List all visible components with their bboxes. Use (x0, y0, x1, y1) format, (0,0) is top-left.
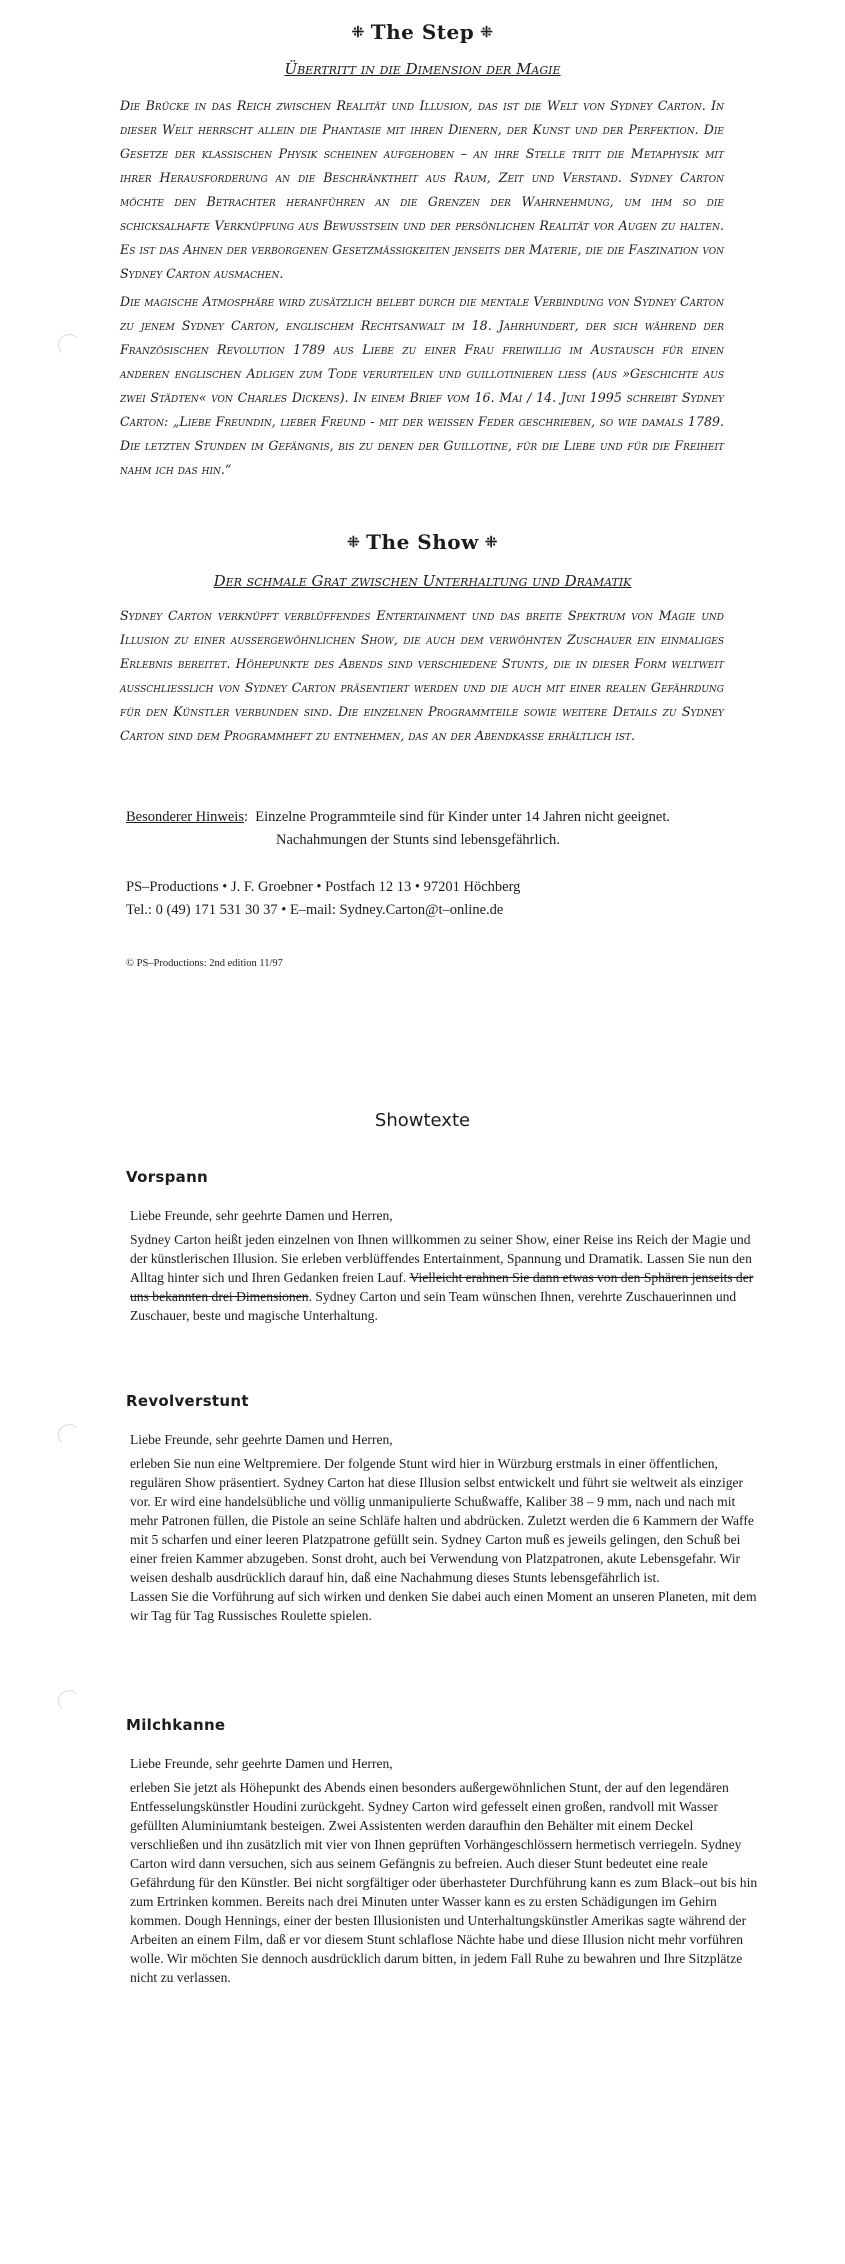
show-title (0, 530, 845, 554)
step-paragraph: Die magische Atmosphäre wird zusätzlich belebt durch die mentale Verbindung von Sydney Carton zu jenem Sydney Carton, englischem Rechtsanwalt im 18. Jahrhundert, der sich während der Französischen Revolution 1789 aus Liebe zu einer Frau freiwillig im Austausch für einen anderen englischen Adligen zum Tode verurteilen und guillotinieren ließ (aus »Geschichte aus zwei Städten« von Charles Dickens). In einem Brief vom 16. Mai / 14. Juni 1995 schreibt Sydney Carton: „Liebe Freundin, lieber Freund - mit der weißen Feder geschrieben, so wie damals 1789. Die letzten Stunden im Gefängnis, bis zu denen der Guillotine, für die Liebe und für die Freiheit nahm ich das hin.“ (120, 294, 724, 477)
greeting: Liebe Freunde, sehr geehrte Damen und Herren, (130, 1432, 393, 1447)
show-title-text: The Show (366, 530, 479, 554)
step-subtitle: Übertritt in die Dimension der Magie (284, 60, 561, 78)
section-paragraph: Sydney Carton heißt jeden einzelnen von Ihnen willkommen zu seiner Show, einer Reise ins Reich der Magie und der künstlerischen Illusion. Sie erleben verblüffendes Entertainment, Spannung und Dramatik. Lassen Sie nun den Alltag hinter sich und Ihren Gedanken freien Lauf. Vielleicht erahnen Sie dann etwas von den Sphären jenseits der uns bekannten drei Dimensionen. Sydney Carton und sein Team wünschen Ihnen, verehrte Zuschauerinnen und Zuschauer, beste und magische Unterhaltung. (130, 1232, 754, 1323)
section-body-milchkanne (130, 1754, 762, 1987)
special-notice: Besonderer Hinweis: Einzelne Programmteile sind für Kinder unter 14 Jahren nicht geeignet. Nachahmungen der Stunts sind lebensgefährlich. (126, 806, 766, 852)
section-paragraph: erleben Sie nun eine Weltpremiere. Der folgende Stunt wird hier in Würzburg erstmals in einer öffentlichen, regulären Show präsentiert. Sydney Carton hat diese Illusion selbst entwickelt und führt sie weltweit als einziger vor. Er wird eine handelsübliche und völlig unmanipulierte Schußwaffe, Kaliber 38 – 9 mm, nach und nach mit mehr Patronen füllen, die Pistole an seine Schläfe halten und abdrücken. Zuletzt werden die 6 Kammern der Waffe mit 5 scharfen und einer leeren Platzpatrone gefüllt sein. Sydney Carton muß es jeweils gelingen, den Schuß bei einer freien Kammer abzugeben. Sonst droht, auch bei Verwendung von Platzpatronen, akute Lebensgefahr. Wir weisen deshalb ausdrücklich darauf hin, daß eine Nachahmung dieses Stunts lebensgefährlich ist. (130, 1456, 754, 1585)
section-heading-revolverstunt: Revolverstunt (126, 1392, 249, 1410)
ornament-star-icon: ⁜ (347, 533, 361, 551)
punch-hole-icon (58, 1424, 80, 1446)
step-title-text: The Step (370, 20, 475, 44)
section-body-revolverstunt (130, 1430, 762, 1625)
notice-line: Einzelne Programmteile sind für Kinder unter 14 Jahren nicht geeignet. (255, 809, 670, 825)
showtexte-title: Showtexte (374, 1110, 471, 1131)
punch-hole-icon (58, 334, 80, 356)
section-paragraph: erleben Sie jetzt als Höhepunkt des Abends einen besonders außergewöhnlichen Stunt, der auf den legendären Entfesselungskünstler Houdini zurückgeht. Sydney Carton wird gefesselt einen großen, randvoll mit Wasser gefüllten Aluminiumtank besteigen. Zwei Assistenten werden daraufhin den Behälter mit einem Deckel verschließen und ihn zusätzlich mit vier von Ihnen geprüften Vorhängeschlössern hermetisch verriegeln. Sydney Carton wird dann versuchen, sich aus seinem Gefängnis zu befreien. Auch dieser Stunt bedeutet eine reale Gefährdung für den Künstler. Bei nicht sorgfältiger oder überhasteter Durchführung kann es zum Black–out bis hin zum Ertrinken kommen. Bereits nach drei Minuten unter Wasser kann es zu ersten Schädigungen im Gehirn kommen. Dough Hennings, einer der besten Illusionisten und Unterhaltungskünstler Amerikas sagte während der Arbeiten an einem Film, daß er vor diesem Stunt schlaflose Nächte habe und diese Illusion nicht mehr vorführen wolle. Wir möchten Sie dennoch ausdrücklich darum bitten, in jedem Fall Ruhe zu bewahren und Ihre Sitzplätze nicht zu verlassen. (130, 1780, 758, 1985)
notice-line: Nachahmungen der Stunts sind lebensgefährlich. (276, 832, 560, 848)
greeting: Liebe Freunde, sehr geehrte Damen und Herren, (130, 1756, 393, 1771)
showtexte-page (0, 1000, 845, 2264)
section-paragraph: Lassen Sie die Vorführung auf sich wirken und denken Sie dabei auch einen Moment an unseren Planeten, mit dem wir Tag für Tag Russisches Roulette spielen. (130, 1589, 757, 1623)
step-title (0, 20, 845, 44)
ornament-star-icon: ⁜ (484, 533, 498, 551)
show-paragraph: Sydney Carton verknüpft verblüffendes Entertainment und das breite Spektrum von Magie und Illusion zu einer außergewöhnlichen Show, die auch dem verwöhnten Zuschauer ein einmaliges Erlebnis bereitet. Höhepunkte des Abends sind verschiedene Stunts, die in dieser Form weltweit ausschließlich von Sydney Carton präsentiert werden und die auch mit einer realen Gefährdung für den Künstler verbunden sind. Die einzelnen Programmteile sowie weitere Details zu Sydney Carton sind dem Programmheft zu entnehmen, das an der Abendkasse erhältlich ist. (120, 608, 724, 743)
edition-note: © PS–Productions: 2nd edition 11/97 (126, 958, 283, 969)
flyer-page (0, 0, 845, 1000)
contact-address: PS–Productions • J. F. Groebner • Postfach 12 13 • 97201 Höchberg (126, 879, 521, 895)
section-heading-milchkanne: Milchkanne (126, 1716, 226, 1734)
show-subtitle: Der schmale Grat zwischen Unterhaltung und Dramatik (213, 572, 632, 590)
notice-label: Besonderer Hinweis (126, 809, 244, 825)
struck-text: Vielleicht erahnen Sie dann etwas von den Sphären jenseits der uns bekannten drei Dimensionen (130, 1270, 754, 1304)
section-heading-vorspann: Vorspann (126, 1168, 209, 1186)
section-body-vorspann (130, 1206, 762, 1325)
show-body (120, 604, 724, 752)
ornament-star-icon: ⁜ (480, 23, 494, 41)
contact-phone-email: Tel.: 0 (49) 171 531 30 37 • E–mail: Sydney.Carton@t–online.de (126, 902, 504, 918)
contact-block (126, 876, 766, 922)
ornament-star-icon: ⁜ (351, 23, 365, 41)
step-body (120, 94, 724, 486)
punch-hole-icon (58, 1690, 80, 1712)
step-paragraph: Die Brücke in das Reich zwischen Realität und Illusion, das ist die Welt von Sydney Carton. In dieser Welt herrscht allein die Phantasie mit ihren Dienern, der Kunst und der Perfektion. Die Gesetze der klassischen Physik scheinen aufgehoben – an ihre Stelle tritt die Metaphysik mit ihrer Herausforderung an die Beschränktheit aus Raum, Zeit und Verstand. Sydney Carton möchte den Betrachter heranführen an die Grenzen der Wahrnehmung, um ihm so die schicksalhafte Verknüpfung aus Bewußtsein und der persönlichen Realität vor Augen zu halten. Es ist das Ahnen der verborgenen Gesetzmäßigkeiten jenseits der Materie, die die Faszination von Sydney Carton ausmachen. (120, 98, 724, 281)
greeting: Liebe Freunde, sehr geehrte Damen und Herren, (130, 1208, 393, 1223)
